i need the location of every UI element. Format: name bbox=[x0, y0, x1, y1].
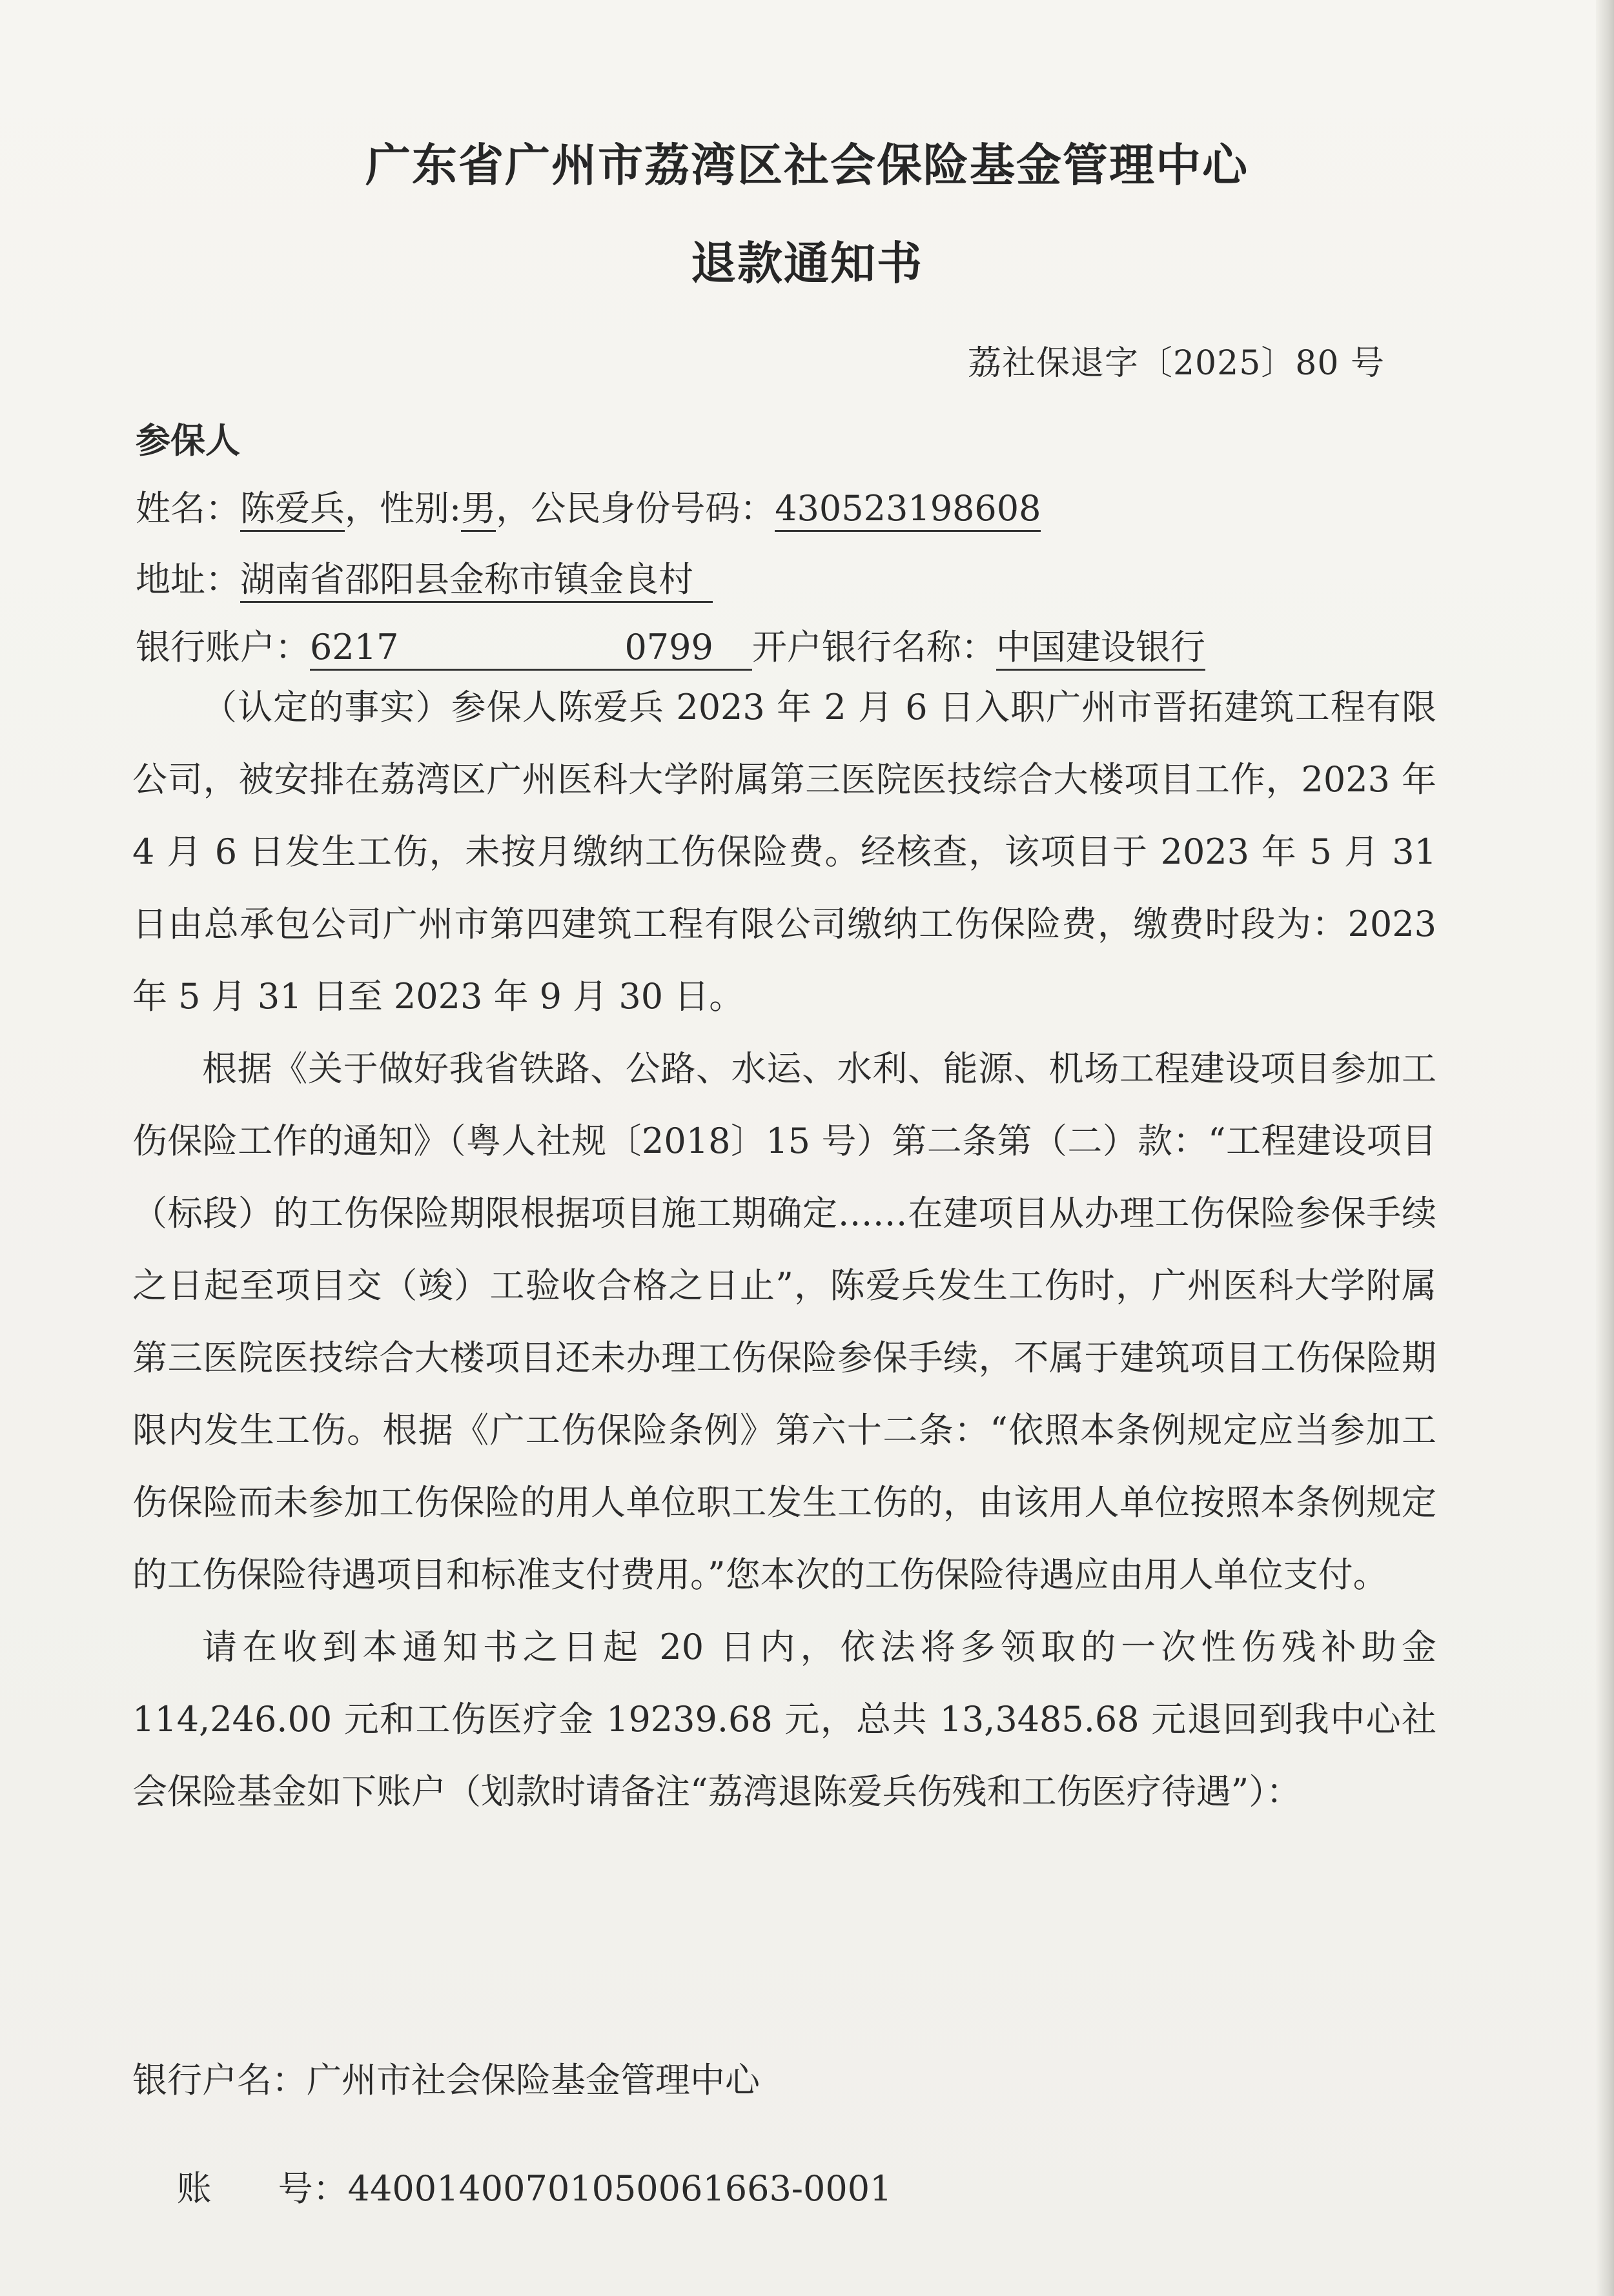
address-label: 地址： bbox=[136, 559, 240, 600]
issuing-organization: 广东省广州市荔湾区社会保险基金管理中心 bbox=[365, 139, 1249, 192]
document-number: 荔社保退字〔2025〕80 号 bbox=[967, 344, 1385, 383]
page-edge-shadow bbox=[1596, 0, 1614, 2296]
refund-request-paragraph: 请在收到本通知书之日起 20 日内，依法将多领取的一次性伤残补助金 114,246.00 元和工伤医疗金 19239.68 元，总共 13,3485.68 元退回到我中心社会保险基金如下账户（划款时请备注“荔湾退陈爱兵伤残和工伤医疗待遇”）： bbox=[132, 1627, 1436, 1812]
bank-name: 中国建设银行 bbox=[996, 627, 1205, 671]
notice-body bbox=[132, 671, 1436, 1828]
payee-name: 广州市社会保险基金管理中心 bbox=[307, 2060, 760, 2100]
bank-name-label: 开户银行名称： bbox=[751, 627, 996, 667]
insured-address: 湖南省邵阳县金称市镇金良村 bbox=[240, 559, 713, 603]
insured-gender: 男 bbox=[461, 488, 496, 532]
payee-account: 44001400701050061663-0001 bbox=[347, 2168, 892, 2209]
legal-basis-paragraph: 根据《关于做好我省铁路、公路、水运、水利、能源、机场工程建设项目参加工伤保险工作的通知》（粤人社规〔2018〕15 号）第二条第（二）款：“工程建设项目（标段）的工伤保险期限根据项目施工期确定……在建项目从办理工伤保险参保手续之日起至项目交（竣）工验收合格之日止”，陈爱兵发生工伤时，广州医科大学附属第三医院医技综合大楼项目还未办理工伤保险参保手续，不属于建筑项目工伤保险期限内发生工伤。根据《广工伤保险条例》第六十二条：“依照本条例规定应当参加工伤保险而未参加工伤保险的用人单位职工发生工伤的，由该用人单位按照本条例规定的工伤保险待遇项目和标准支付费用。”您本次的工伤保险待遇应由用人单位支付。 bbox=[132, 1048, 1436, 1595]
facts-paragraph: （认定的事实）参保人陈爱兵 2023 年 2 月 6 日入职广州市晋拓建筑工程有限公司，被安排在荔湾区广州医科大学附属第三医院医技综合大楼项目工作，2023 年 4 月 6 日发生工伤，未按月缴纳工伤保险费。经核查，该项目于 2023 年 5 月 31 日由总承包公司广州市第四建筑工程有限公司缴纳工伤保险费，缴费时段为：2023 年 5 月 31 日至 2023 年 9 月 30 日。 bbox=[132, 687, 1436, 1017]
payee-account-label: 账 号： bbox=[176, 2168, 348, 2209]
insured-identity-line bbox=[136, 481, 1041, 531]
payee-account-line bbox=[132, 2120, 892, 2251]
insured-id-number: 430523198608 bbox=[775, 488, 1041, 532]
gender-label: ，性别: bbox=[345, 488, 462, 529]
document-title: 退款通知书 bbox=[691, 237, 923, 290]
insured-heading: 参保人 bbox=[136, 420, 240, 461]
insured-address-line bbox=[136, 552, 713, 602]
account-number-start: 6217 0799 bbox=[310, 627, 752, 671]
account-label: 银行账户： bbox=[136, 627, 310, 667]
name-label: 姓名： bbox=[136, 488, 240, 529]
payee-name-line bbox=[132, 2053, 760, 2102]
insured-bank-line bbox=[136, 620, 1205, 669]
id-label: ，公民身份号码： bbox=[496, 488, 775, 529]
insured-name: 陈爱兵 bbox=[240, 488, 345, 532]
payee-name-label: 银行户名： bbox=[132, 2060, 307, 2100]
